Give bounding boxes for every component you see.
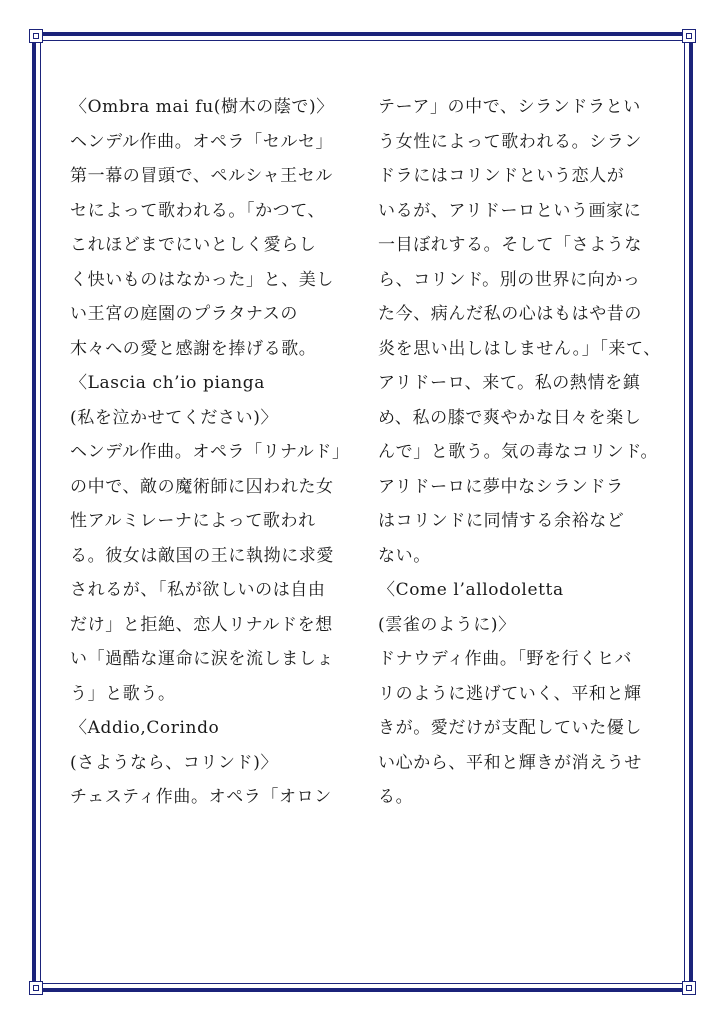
text-line: た今、病んだ私の心はもはや昔の [378, 304, 642, 324]
text-line: はコリンドに同情する余裕など [378, 511, 625, 531]
text-line: いるが、アリドーロという画家に [378, 200, 642, 221]
text-line: されるが、「私が欲しいのは自由 [70, 580, 326, 600]
text-line: 〈Lascia ch’io pianga [70, 373, 266, 393]
text-line: い「過酷な運命に涙を流しましょ [70, 649, 334, 669]
text-line: リのように逃げていく、平和と輝 [378, 683, 642, 704]
right-text-column [378, 90, 670, 815]
text-line: ドラにはコリンドという恋人が [378, 166, 625, 186]
text-line: アリドーロに夢中なシランドラ [378, 476, 624, 497]
text-line: る。 [378, 787, 414, 807]
text-line: ヘンデル作曲。オペラ「リナルド」 [70, 442, 350, 462]
text-line: これほどまでにいとしく愛らし [70, 235, 317, 255]
text-line: (私を泣かせてください)〉 [70, 407, 279, 428]
text-line: ドナウディ作曲。「野を行くヒバ [378, 649, 633, 669]
text-line: 性アルミレーナによって歌われ [70, 511, 316, 531]
frame-corner-bottom-left [29, 981, 43, 995]
text-line: い心から、平和と輝きが消えうせ [378, 752, 642, 773]
text-line: (さようなら、コリンド)〉 [70, 752, 279, 773]
text-line: 木々への愛と感謝を捧げる歌。 [70, 338, 317, 359]
text-line: 〈Ombra mai fu(樹木の蔭で)〉 [70, 97, 334, 117]
text-line: チェスティ作曲。オペラ「オロン [70, 787, 332, 807]
text-line: の中で、敵の魔術師に囚われた女 [70, 476, 334, 497]
text-line: る。彼女は敵国の王に執拗に求愛 [70, 545, 334, 566]
text-line: 〈Addio,Corindo [70, 718, 220, 738]
text-line: 第一幕の冒頭で、ペルシャ王セル [70, 166, 333, 186]
text-line: め、私の膝で爽やかな日々を楽し [378, 407, 642, 428]
text-line: い王宮の庭園のプラタナスの [70, 304, 298, 324]
text-line: (雲雀のように)〉 [378, 614, 516, 635]
frame-corner-top-left [29, 29, 43, 43]
text-line: んで」と歌う。気の毒なコリンド。 [378, 442, 659, 462]
text-line: きが。愛だけが支配していた優し [378, 718, 642, 738]
text-line: う」と歌う。 [70, 683, 176, 704]
frame-corner-top-right [682, 29, 696, 43]
text-line: セによって歌われる。「かつて、 [70, 200, 326, 221]
left-text-column [70, 90, 362, 815]
text-line: く快いものはなかった」と、美し [70, 269, 334, 290]
text-line: ヘンデル作曲。オペラ「セルセ」 [70, 131, 334, 152]
text-line: ない。 [378, 545, 431, 566]
text-line: 〈Come l’allodoletta [378, 580, 564, 600]
text-line: だけ」と拒絶、恋人リナルドを想 [70, 614, 333, 635]
text-line: ら、コリンド。別の世界に向かっ [378, 269, 641, 290]
text-line: アリドーロ、来て。私の熱情を鎮 [378, 373, 641, 393]
text-line: う女性によって歌われる。シラン [378, 131, 642, 152]
text-line: 一目ぼれする。そして「さような [378, 235, 642, 255]
text-line: 炎を思い出しはしません。」「来て、 [378, 338, 661, 359]
frame-corner-bottom-right [682, 981, 696, 995]
text-line: テーア」の中で、シランドラとい [378, 97, 641, 117]
